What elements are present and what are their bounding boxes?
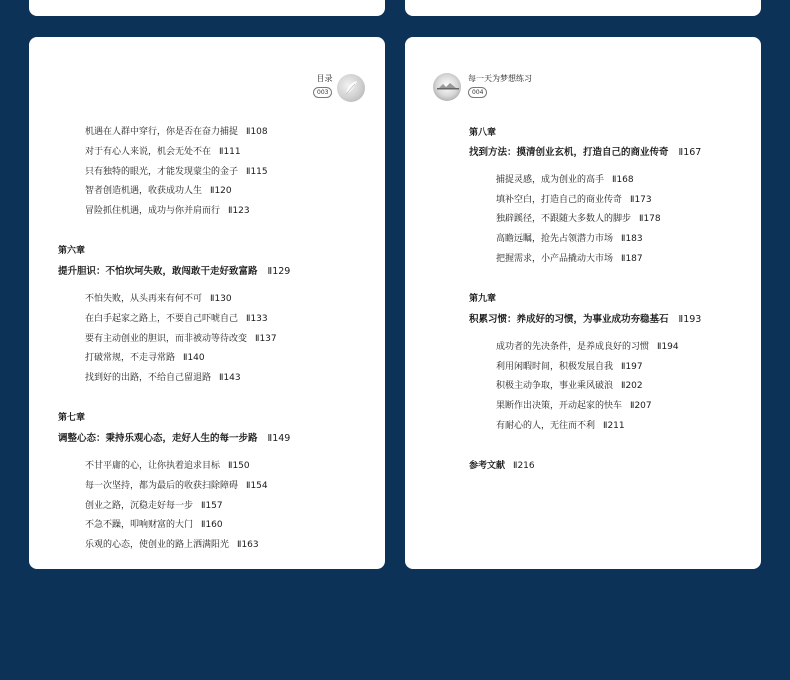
entry-title: 对于有心人来说，机会无处不在 [85,147,212,157]
toc-entry[interactable] [85,203,250,216]
chapter-page: Ⅱ193 [678,314,702,325]
entry-page: Ⅱ150 [228,461,250,471]
entry-page: Ⅱ173 [630,195,652,205]
entry-page: Ⅱ178 [639,214,661,224]
entry-title: 不甘平庸的心，让你执着追求目标 [85,461,221,471]
toc-entry[interactable] [85,458,250,471]
chapter-page: Ⅱ129 [267,266,291,277]
entry-page: Ⅱ160 [201,520,223,530]
entry-title: 利用闲暇时间，积极发展自我 [496,362,614,372]
entry-page: Ⅱ197 [621,362,643,372]
entry-page: Ⅱ143 [219,373,241,383]
chapter-title: 积累习惯：养成好的习惯，为事业成功夯稳基石 [469,314,669,325]
toc-entry[interactable] [496,359,643,372]
entry-title: 捕捉灵感，成为创业的高手 [496,175,605,185]
entry-title: 有耐心的人，无往而不利 [496,421,596,431]
entry-title: 不怕失败，从头再来有何不可 [85,294,203,304]
header-title: 目录 [316,74,333,83]
page-header [468,73,532,98]
chapter-title: 找到方法：摸清创业玄机，打造自己的商业传奇 [469,147,669,158]
entry-title: 果断作出决策，开动起家的快车 [496,401,623,411]
toc-entry[interactable] [85,183,232,196]
chapter-label: 第九章 [469,294,497,304]
entry-page: Ⅱ111 [219,147,241,157]
toc-entry[interactable] [85,370,241,383]
toc-entry[interactable] [496,418,625,431]
entry-title: 成功者的先决条件，是养成良好的习惯 [496,342,650,352]
entry-page: Ⅱ157 [201,501,223,511]
chapter-title: 提升胆识：不怕坎坷失败，敢闯敢干走好致富路 [58,266,258,277]
entry-page: Ⅱ137 [255,334,277,344]
entry-title: 把握需求，小产品撬动大市场 [496,254,614,264]
entry-page: Ⅱ130 [210,294,232,304]
entry-page: Ⅱ108 [246,127,268,137]
previous-page-bottom-right [405,0,761,16]
previous-page-bottom-left [29,0,385,16]
entry-page: Ⅱ133 [246,314,268,324]
entry-title: 乐观的心态，使创业的路上洒满阳光 [85,540,230,550]
entry-page: Ⅱ123 [228,206,250,216]
entry-page: Ⅱ115 [246,167,268,177]
toc-entry[interactable] [85,537,259,550]
chapter-heading[interactable] [469,144,701,158]
entry-title: 积极主动争取，事业乘风破浪 [496,381,614,391]
leaf-emblem-icon [337,74,365,102]
page-number-badge: 003 [313,87,332,98]
entry-title: 每一次坚持，都为最后的收获扫除障碍 [85,481,239,491]
entry-title: 在白手起家之路上，不要自己吓唬自己 [85,314,239,324]
toc-entry[interactable] [496,192,652,205]
toc-entry[interactable] [496,231,643,244]
entry-title: 找到好的出路，不给自己留退路 [85,373,212,383]
chapter-heading[interactable] [469,311,701,325]
entry-page: Ⅱ163 [237,540,259,550]
page-header [313,73,332,98]
entry-title: 机遇在人群中穿行，你是否在奋力捕捉 [85,127,239,137]
toc-entry[interactable] [85,311,268,324]
entry-page: Ⅱ211 [603,421,625,431]
entry-title: 只有独特的眼光，才能发现蒙尘的金子 [85,167,239,177]
chapter-page: Ⅱ149 [267,433,291,444]
entry-title: 独辟蹊径，不跟随大多数人的脚步 [496,214,632,224]
toc-entry[interactable] [496,378,643,391]
header-title: 每一天为梦想练习 [468,74,532,83]
references-page: Ⅱ216 [513,461,535,471]
entry-page: Ⅱ120 [210,186,232,196]
page-number-badge: 004 [468,87,487,98]
entry-page: Ⅱ140 [183,353,205,363]
toc-entry[interactable] [496,251,643,264]
entry-title: 填补空白，打造自己的商业传奇 [496,195,623,205]
entry-page: Ⅱ187 [621,254,643,264]
entry-title: 智者创造机遇，收获成功人生 [85,186,203,196]
toc-entry[interactable] [85,164,268,177]
chapter-heading[interactable] [58,430,290,444]
chapter-label: 第八章 [469,128,497,138]
entry-title: 高瞻远瞩，抢先占领潜力市场 [496,234,614,244]
landscape-emblem-icon [433,73,461,101]
chapter-page: Ⅱ167 [678,147,702,158]
toc-page-right [405,37,761,569]
entry-page: Ⅱ202 [621,381,643,391]
entry-page: Ⅱ168 [612,175,634,185]
chapter-title: 调整心态：秉持乐观心态，走好人生的每一步路 [58,433,258,444]
toc-entry[interactable] [496,339,679,352]
chapter-label: 第六章 [58,246,86,256]
toc-page-left [29,37,385,569]
entry-title: 冒险抓住机遇，成功与你并肩而行 [85,206,221,216]
toc-entry[interactable] [496,211,661,224]
entry-title: 要有主动创业的胆识，而非被动等待改变 [85,334,248,344]
toc-entry[interactable] [496,172,634,185]
entry-page: Ⅱ183 [621,234,643,244]
chapter-label: 第七章 [58,413,86,423]
toc-entry[interactable] [85,517,223,530]
toc-entry[interactable] [85,478,268,491]
toc-entry[interactable] [85,291,232,304]
references-label: 参考文献 [469,461,506,471]
toc-entry[interactable] [85,124,268,137]
entry-title: 不急不躁，叩响财富的大门 [85,520,194,530]
chapter-heading[interactable] [58,263,290,277]
entry-title: 打破常规，不走寻常路 [85,353,176,363]
toc-entry[interactable] [496,398,652,411]
toc-entry[interactable] [85,498,223,511]
references-entry[interactable] [469,458,535,471]
toc-entry[interactable] [85,144,241,157]
entry-page: Ⅱ194 [657,342,679,352]
toc-entry[interactable] [85,350,205,363]
entry-page: Ⅱ207 [630,401,652,411]
entry-title: 创业之路，沉稳走好每一步 [85,501,194,511]
entry-page: Ⅱ154 [246,481,268,491]
toc-entry[interactable] [85,331,277,344]
